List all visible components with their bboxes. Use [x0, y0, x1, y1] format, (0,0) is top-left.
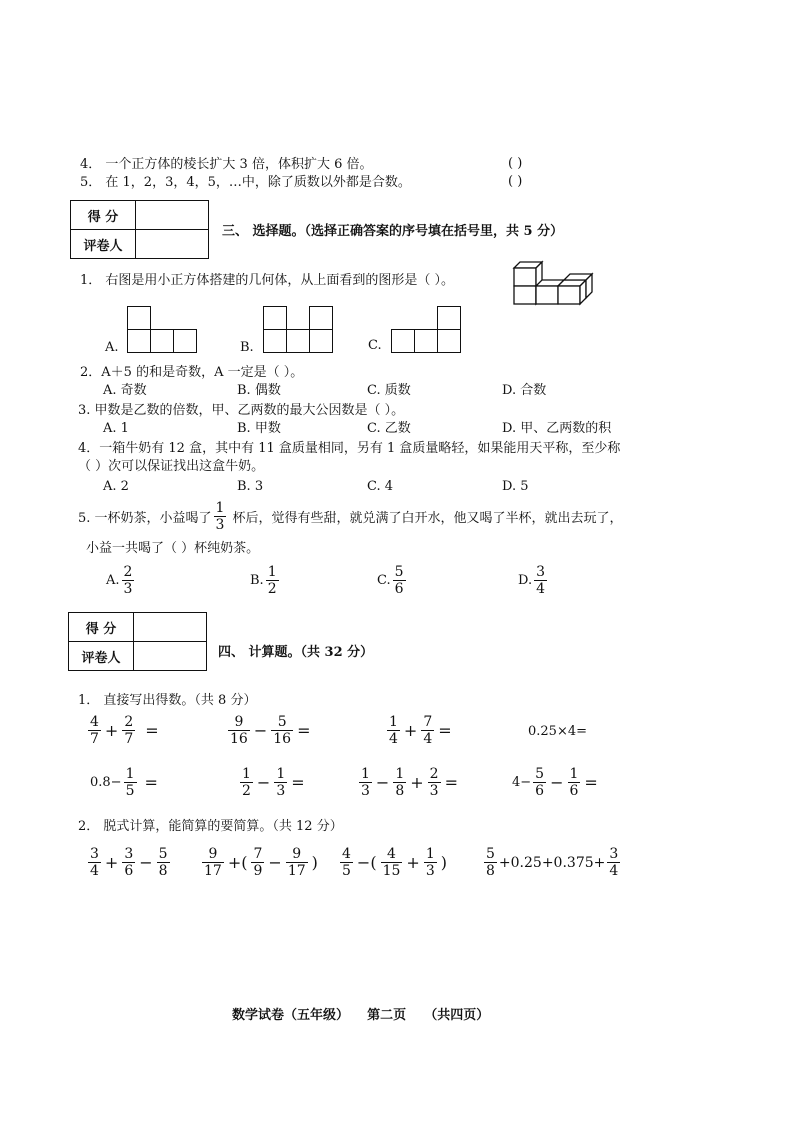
fraction-numerator: 3 [124, 846, 134, 862]
fraction-numerator: 4 [90, 714, 99, 730]
option-label: B. [250, 573, 264, 588]
choice-q5-option-a[interactable] [106, 564, 136, 597]
fraction-numerator: 1 [425, 846, 435, 862]
fraction-numerator: 9 [208, 846, 218, 862]
fraction-numerator: 5 [535, 766, 545, 782]
choice-q2-text: 2．A＋5 的和是奇数，A 一定是（ ）。 [80, 365, 304, 380]
choice-q1-text: 1． 右图是用小正方体搭建的几何体，从上面看到的图形是（ ）。 [80, 273, 455, 288]
choice-q5-option-d[interactable] [518, 564, 549, 597]
fraction-numerator: 1 [569, 766, 579, 782]
fraction-denominator: 17 [204, 863, 222, 879]
equals: = [444, 773, 458, 792]
fraction-denominator: 3 [361, 783, 370, 799]
fraction-numerator: 9 [292, 846, 302, 862]
operator: − [253, 721, 268, 740]
fraction-numerator: 1 [267, 564, 277, 580]
calc-r2-e4 [512, 766, 600, 799]
judge-q4 [80, 156, 372, 174]
fraction-numerator: 3 [536, 564, 546, 580]
section3-title: 三、 选择题。（选择正确答案的序号填在括号里，共 5 分） [222, 224, 564, 239]
choice-q5-option-b[interactable] [250, 564, 281, 597]
fraction-numerator: 5 [277, 714, 287, 730]
operator: −( [356, 853, 377, 872]
choice-q3-option-d[interactable]: D. 甲、乙两数的积 [502, 421, 612, 436]
choice-q3-option-c[interactable]: C. 乙数 [367, 421, 411, 436]
calc-part2-title: 2． 脱式计算，能简算的要简算。（共 12 分） [78, 819, 343, 834]
fraction-denominator: 6 [569, 783, 579, 799]
choice-q1-option-c-label: C. [368, 338, 382, 353]
calc-r3-e3 [338, 846, 449, 879]
equals: = [291, 773, 305, 792]
choice-q4-option-d[interactable]: D. 5 [502, 479, 529, 494]
score-box-section3 [70, 200, 209, 259]
choice-q2-option-b[interactable]: B. 偶数 [237, 383, 281, 398]
choice-q4-option-b[interactable]: B. 3 [237, 479, 264, 494]
score-label: 得 分 [71, 201, 136, 230]
choice-q1-option-b-label: B. [240, 340, 254, 355]
fraction-denominator: 6 [394, 581, 404, 597]
choice-q5-text-line2: 小益一共喝了（ ）杯纯奶茶。 [86, 541, 260, 556]
operator: − [550, 773, 564, 792]
equals: = [438, 721, 452, 740]
fraction-numerator: 2 [123, 564, 133, 580]
choice-q2-option-a[interactable]: A. 奇数 [103, 383, 147, 398]
cube-solid-figure [508, 258, 598, 310]
fraction-numerator: 1 [215, 500, 225, 516]
fraction-numerator: 1 [125, 766, 135, 782]
fraction-numerator: 5 [486, 846, 495, 862]
calc-r1-e2 [226, 714, 312, 747]
fraction-denominator: 8 [486, 863, 495, 879]
section4-title: 四、 计算题。（共 32 分） [218, 645, 374, 660]
operator: − [256, 773, 271, 792]
choice-q4-text-line2: （ ）次可以保证找出这盒牛奶。 [78, 459, 265, 474]
fraction-denominator: 8 [395, 783, 405, 799]
calc-r3-e1 [86, 846, 172, 879]
fraction-numerator: 4 [342, 846, 351, 862]
fraction-numerator: 3 [609, 846, 619, 862]
fraction-numerator: 3 [90, 846, 99, 862]
choice-q2-option-d[interactable]: D. 合数 [502, 383, 547, 398]
grader-label: 评卷人 [69, 642, 134, 671]
operator: ) [311, 853, 318, 872]
fraction-numerator: 1 [361, 766, 370, 782]
score-field[interactable] [134, 613, 207, 642]
judge-q4-answer-paren[interactable]: ( ) [508, 156, 523, 171]
fraction-denominator: 17 [287, 863, 306, 879]
fraction-denominator: 4 [389, 731, 398, 747]
fraction-denominator: 6 [124, 863, 134, 879]
judge-q4-text: 4． 一个正方体的棱长扩大 3 倍，体积扩大 6 倍。 [80, 157, 373, 172]
choice-q4-text-line1: 4．一箱牛奶有 12 盒，其中有 11 盒质量相同，另有 1 盒质量略轻，如果能用天平称，至少称 [78, 441, 621, 456]
operator: − [139, 853, 153, 872]
operator: +( [227, 853, 248, 872]
fraction-denominator: 3 [123, 581, 133, 597]
option-label: C. [377, 573, 391, 588]
fraction-numerator: 5 [158, 846, 168, 862]
operator: + [403, 721, 418, 740]
score-field[interactable] [136, 201, 209, 230]
fraction-denominator: 7 [90, 731, 99, 747]
expr-prefix: 0.8− [90, 775, 122, 790]
fraction-denominator: 3 [429, 783, 439, 799]
fraction-denominator: 5 [342, 863, 351, 879]
fraction-denominator: 3 [425, 863, 435, 879]
expr-middle: +0.25+0.375+ [498, 854, 606, 871]
choice-q3-text: 3. 甲数是乙数的倍数，甲、乙两数的最大公因数是（ ）。 [78, 403, 405, 418]
score-box-section4 [68, 612, 207, 671]
judge-q5 [80, 174, 411, 192]
choice-q5-fraction [214, 500, 227, 533]
choice-q4-option-a[interactable]: A. 2 [103, 479, 129, 494]
calc-r1-e4: 0.25×4= [528, 724, 588, 739]
calc-r2-e2 [238, 766, 307, 799]
operator: ) [440, 853, 447, 872]
judge-q5-text: 5． 在 1，2，3，4，5，…中，除了质数以外都是合数。 [80, 175, 411, 190]
choice-q5-option-c[interactable] [377, 564, 408, 597]
fraction-denominator: 4 [609, 863, 619, 879]
equals: = [584, 773, 598, 792]
choice-q2-option-c[interactable]: C. 质数 [367, 383, 411, 398]
calc-r2-e3 [357, 766, 460, 799]
grader-field[interactable] [134, 642, 207, 671]
calc-r1-e1 [86, 714, 161, 747]
fraction-numerator: 7 [253, 846, 263, 862]
operator: + [410, 773, 424, 792]
fraction-denominator: 7 [124, 731, 134, 747]
page-footer: 数学试卷（五年级） 第二页 （共四页） [232, 1008, 490, 1023]
fraction-numerator: 1 [395, 766, 405, 782]
fraction-numerator: 9 [234, 714, 244, 730]
fraction-denominator: 5 [125, 783, 135, 799]
grader-field[interactable] [136, 230, 209, 259]
fraction-numerator: 1 [276, 766, 286, 782]
choice-q4-option-c[interactable]: C. 4 [367, 479, 394, 494]
calc-r2-e1 [90, 766, 160, 799]
choice-q5-text-line1 [78, 500, 622, 533]
equals: = [145, 721, 159, 740]
operator: + [104, 721, 119, 740]
option-label: D. [518, 573, 533, 588]
score-label: 得 分 [69, 613, 134, 642]
fraction-denominator: 15 [382, 863, 401, 879]
operator: − [268, 853, 282, 872]
fraction-denominator: 6 [535, 783, 545, 799]
grader-label: 评卷人 [71, 230, 136, 259]
fraction-denominator: 16 [230, 731, 248, 747]
choice-q3-option-b[interactable]: B. 甲数 [237, 421, 281, 436]
expr-prefix: 4− [512, 775, 532, 790]
fraction-denominator: 4 [90, 863, 99, 879]
equals: = [297, 721, 311, 740]
choice-q5-pre: 5. 一杯奶茶，小益喝了 [78, 511, 212, 526]
calc-r1-e3 [385, 714, 454, 747]
fraction-denominator: 9 [253, 863, 263, 879]
fraction-numerator: 2 [124, 714, 134, 730]
calc-r3-e2 [200, 846, 320, 879]
fraction-numerator: 2 [429, 766, 439, 782]
fraction-numerator: 1 [242, 766, 251, 782]
fraction-denominator: 4 [536, 581, 546, 597]
fraction-numerator: 5 [394, 564, 404, 580]
judge-q5-answer-paren[interactable]: ( ) [508, 174, 523, 189]
fraction-numerator: 1 [389, 714, 398, 730]
equals: = [144, 773, 158, 792]
fraction-denominator: 4 [423, 731, 433, 747]
operator: + [406, 853, 420, 872]
calc-r3-e4 [482, 846, 622, 879]
operator: − [375, 773, 390, 792]
calc-part1-title: 1． 直接写出得数。（共 8 分） [78, 693, 257, 708]
operator: + [104, 853, 119, 872]
fraction-numerator: 7 [423, 714, 433, 730]
option-label: A. [106, 573, 120, 588]
fraction-numerator: 4 [387, 846, 396, 862]
fraction-denominator: 3 [215, 517, 225, 533]
fraction-denominator: 8 [158, 863, 168, 879]
fraction-denominator: 2 [242, 783, 251, 799]
fraction-denominator: 3 [276, 783, 286, 799]
fraction-denominator: 16 [273, 731, 292, 747]
choice-q1-option-a-label: A. [105, 340, 119, 355]
choice-q5-post: 杯后，觉得有些甜，就兑满了白开水，他又喝了半杯，就出去玩了， [232, 511, 623, 526]
choice-q3-option-a[interactable]: A. 1 [103, 421, 129, 436]
fraction-denominator: 2 [267, 581, 277, 597]
